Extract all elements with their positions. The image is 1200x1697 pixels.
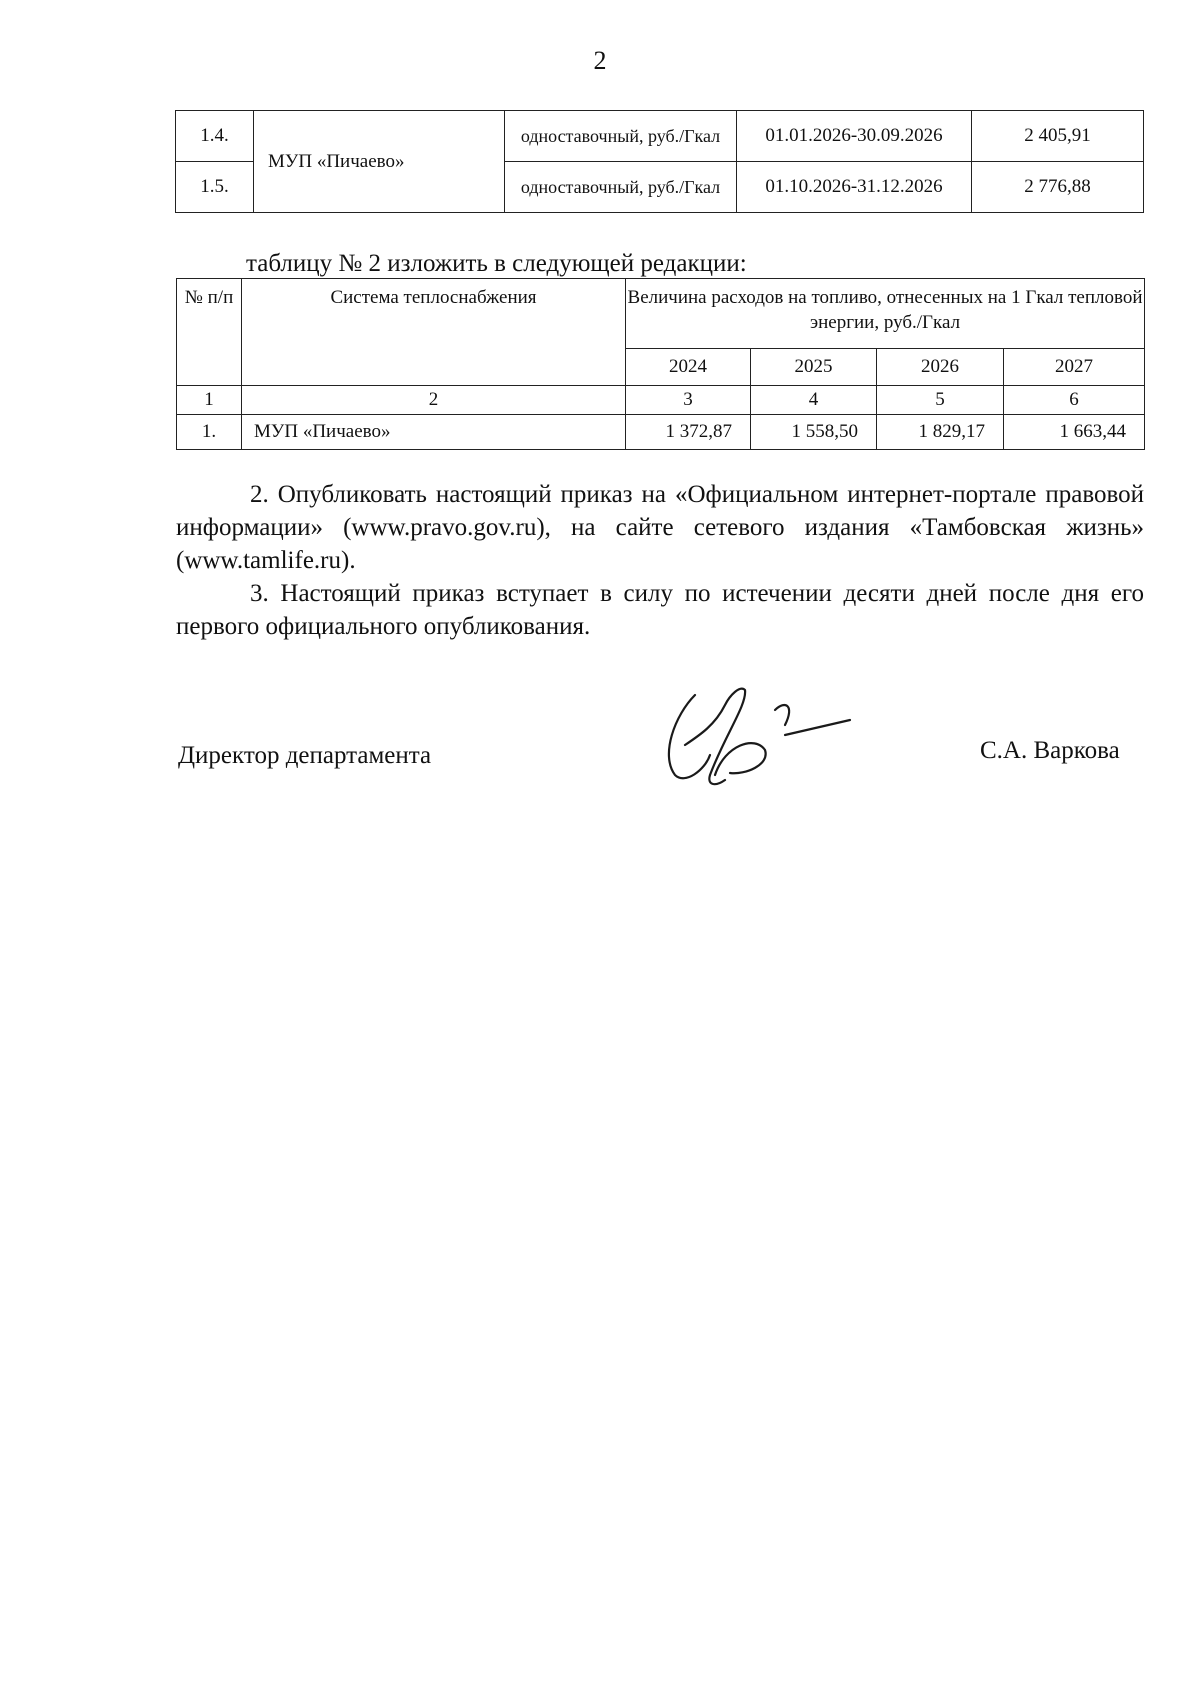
organization-name: МУП «Пичаево» xyxy=(254,111,505,213)
column-index: 3 xyxy=(626,386,751,415)
header-year: 2025 xyxy=(751,349,877,386)
table-row xyxy=(177,415,1145,450)
paragraph-effective-text: 3. Настоящий приказ вступает в силу по истечении десяти дней после дня его первого официального опубликования. xyxy=(176,580,1144,640)
header-year: 2026 xyxy=(877,349,1004,386)
row-number: 1. xyxy=(177,415,242,450)
row-number: 1.4. xyxy=(176,111,254,162)
tariff-type: одноставочный, руб./Гкал xyxy=(505,162,737,213)
column-index: 1 xyxy=(177,386,242,415)
paragraph-publish-text: 2. Опубликовать настоящий приказ на «Официальном интернет-портале правовой информации» (www.pravo.gov.ru), на сайте сетевого издания «Тамбовская жизнь» (www.tamlife.ru). xyxy=(176,481,1144,574)
table-row xyxy=(176,111,1144,162)
column-index: 4 xyxy=(751,386,877,415)
page-number: 2 xyxy=(593,46,607,75)
header-costs: Величина расходов на топливо, отнесенных на 1 Гкал тепловой энергии, руб./Гкал xyxy=(626,279,1145,349)
column-index: 6 xyxy=(1004,386,1145,415)
table2-intro: таблицу № 2 изложить в следующей редакции: xyxy=(246,250,747,277)
tariff-value: 2 405,91 xyxy=(972,111,1144,162)
fuel-cost-table xyxy=(176,278,1145,450)
organization-name: МУП «Пичаево» xyxy=(242,415,626,450)
tariff-period: 01.10.2026-31.12.2026 xyxy=(737,162,972,213)
cost-value: 1 558,50 xyxy=(751,415,877,450)
tariff-type: одноставочный, руб./Гкал xyxy=(505,111,737,162)
paragraph-effective xyxy=(176,577,1144,643)
header-year: 2024 xyxy=(626,349,751,386)
tariff-value: 2 776,88 xyxy=(972,162,1144,213)
row-number: 1.5. xyxy=(176,162,254,213)
cost-value: 1 829,17 xyxy=(877,415,1004,450)
column-index: 2 xyxy=(242,386,626,415)
signer-title: Директор департамента xyxy=(178,742,432,769)
signature-icon xyxy=(655,675,865,795)
table-header-row xyxy=(177,279,1145,349)
cost-value: 1 663,44 xyxy=(1004,415,1145,450)
tariff-table xyxy=(175,110,1144,213)
paragraph-publish xyxy=(176,478,1144,577)
signer-name: С.А. Варкова xyxy=(980,737,1120,764)
header-number: № п/п xyxy=(177,279,242,386)
tariff-period: 01.01.2026-30.09.2026 xyxy=(737,111,972,162)
table-index-row xyxy=(177,386,1145,415)
header-system: Система теплоснабжения xyxy=(242,279,626,386)
column-index: 5 xyxy=(877,386,1004,415)
cost-value: 1 372,87 xyxy=(626,415,751,450)
header-year: 2027 xyxy=(1004,349,1145,386)
